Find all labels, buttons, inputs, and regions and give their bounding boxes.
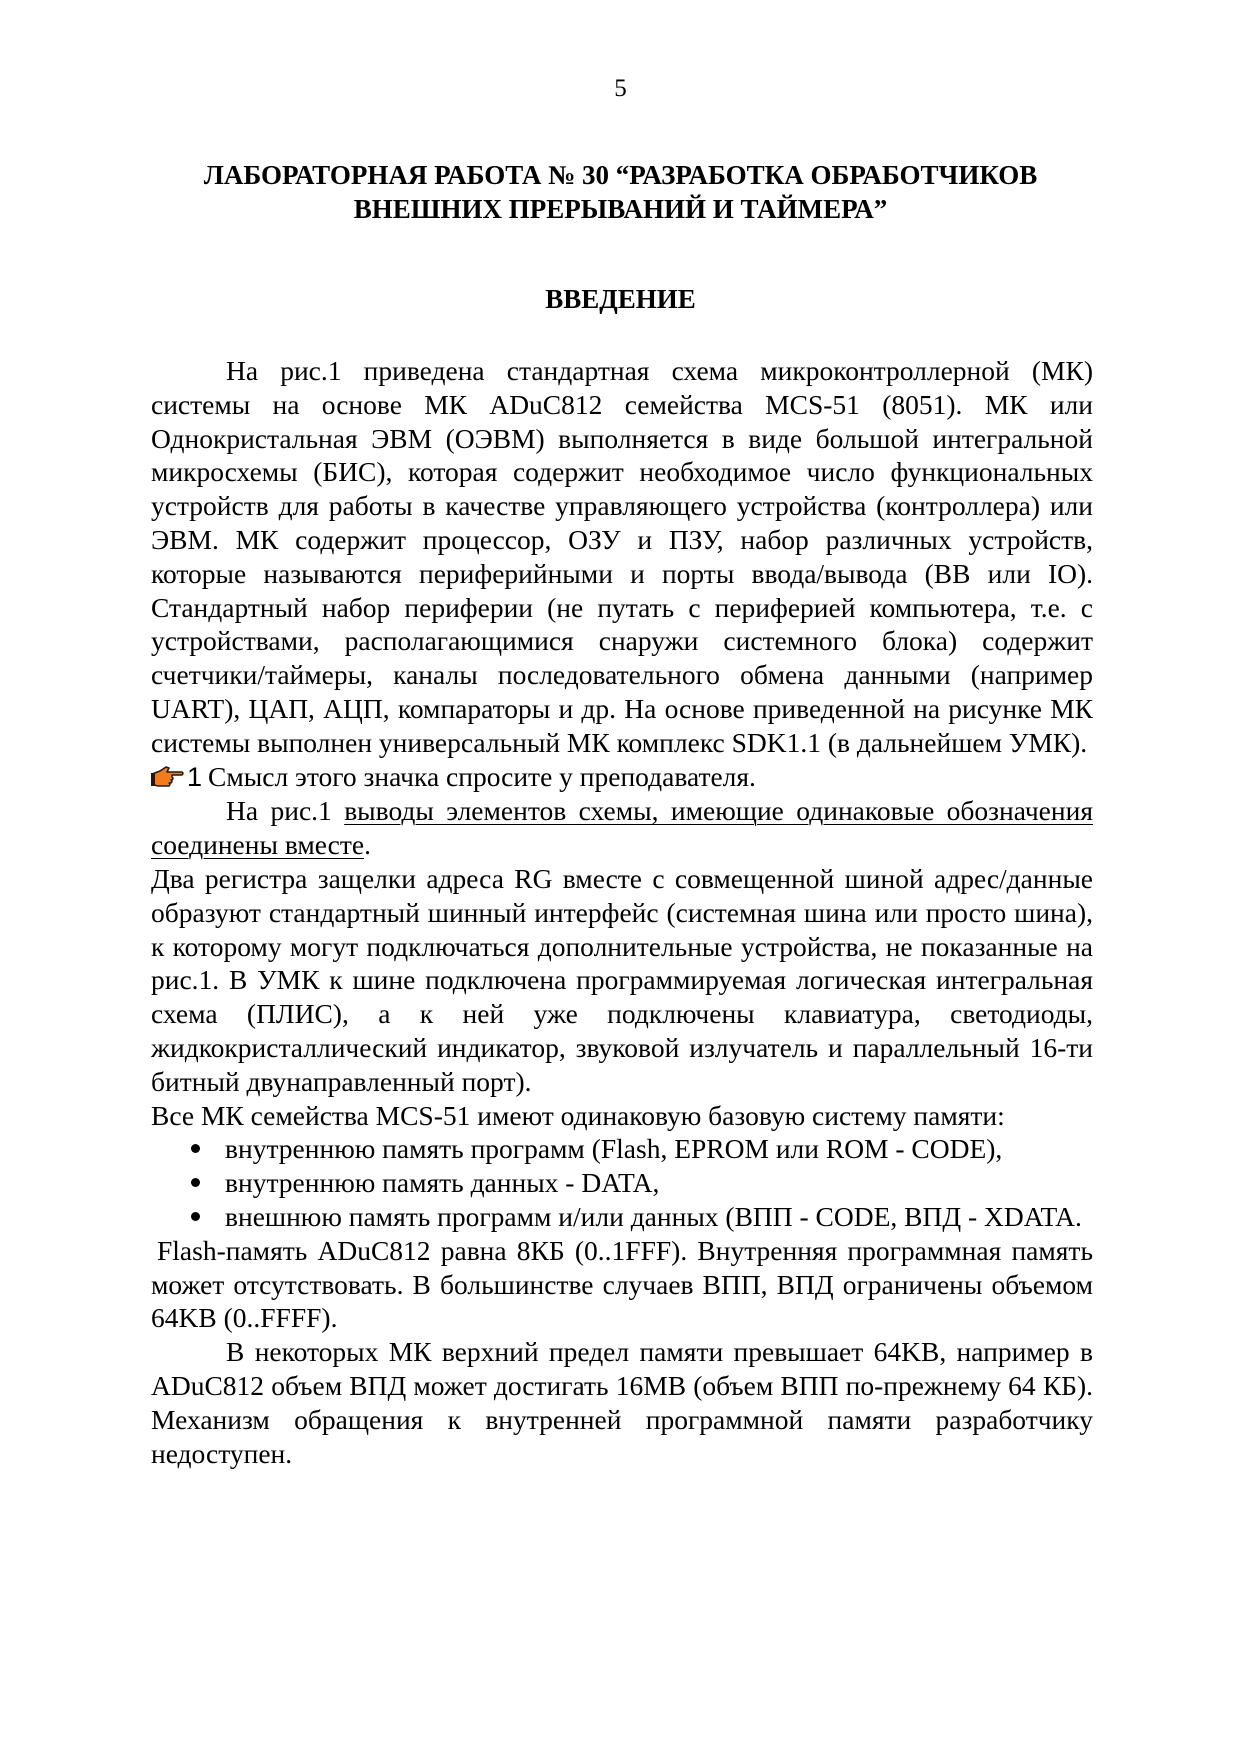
body-text [151, 354, 1093, 1470]
document-title [130, 158, 1111, 226]
document-title-line-1: ЛАБОРАТОРНАЯ РАБОТА № 30 “РАЗРАБОТКА ОБРАБОТЧИКОВ [203, 160, 1038, 190]
paragraph-connections [151, 794, 1093, 862]
paragraph-bus: Два регистра защелки адреса RG вместе с совмещенной шиной адрес/данные образуют стандартный шинный интерфейс (системная шина или просто шина), к которому могут подключаться дополнительные устройства, не показанные на рис.1. В УМК к шине подключена программируемая логическая интегральная схема (ПЛИС), а к ней уже подключены клавиатура, светодиоды, жидкокристаллический индикатор, звуковой излучатель и параллельный 16-ти битный двунаправленный порт). [151, 862, 1093, 1097]
paragraph-intro [151, 354, 1093, 794]
memory-list-item-data: внутреннюю память данных - DATA, [191, 1166, 1093, 1200]
paragraph-connections-suffix: . [364, 829, 371, 861]
memory-list [151, 1132, 1093, 1233]
memory-list-item-external: внешнюю память программ и/или данных (ВПП - CODE, ВПД - XDATA. [191, 1200, 1093, 1234]
memory-list-item-code: внутреннюю память программ (Flash, EPROM или ROM - CODE), [191, 1132, 1093, 1166]
paragraph-connections-underlined: выводы элементов схемы, имеющие одинаковые обозначения соединены вместе [151, 795, 1093, 861]
paragraph-memory-intro: Все МК семейства MCS-51 имеют одинаковую базовую систему памяти: [151, 1099, 1005, 1131]
document-title-line-2: ВНЕШНИХ ПРЕРЫВАНИЙ И ТАЙМЕРА” [353, 194, 888, 224]
pointing-hand-icon [151, 765, 185, 789]
paragraph-connections-prefix: На рис.1 [226, 795, 345, 827]
paragraph-intro-text: На рис.1 приведена стандартная схема микроконтроллерной (МК) системы на основе МК ADuC812 семейства MCS-51 (8051). МК или Однокристальная ЭВМ (ОЭВМ) выполняется в виде большой интегральной микросхемы (БИС), которая содержит необходимое число функциональных устройств для работы в качестве управляющего устройства (контроллера) или ЭВМ. МК содержит процессор, ОЗУ и ПЗУ, набор различных устройств, которые называются периферийными и порты ввода/вывода (ВВ или IO). Стандартный набор периферии (не путать с периферией компьютера, т.е. с устройствами, располагающимися снаружи системного блока) содержит счетчики/таймеры, каналы последовательного обмена данными (например UART), ЦАП, АЦП, компараторы и др. На основе приведенной на рисунке МК системы выполнен универсальный МК комплекс SDK1.1 (в дальнейшем УМК). [151, 355, 1093, 758]
page-number: 5 [614, 75, 627, 102]
section-heading: ВВЕДЕНИЕ [545, 284, 696, 314]
paragraph-limits: В некоторых МК верхний предел памяти превышает 64KB, например в ADuC812 объем ВПД может достигать 16MB (объем ВПП по-прежнему 64 КБ). Механизм обращения к внутренней программной памяти разработчику недоступен. [151, 1336, 1093, 1469]
note-number: 1 [187, 761, 203, 792]
note-text: Смысл этого значка спросите у преподавателя. [208, 760, 756, 792]
paragraph-flash: Flash-память ADuC812 равна 8КБ (0..1FFF). Внутренняя программная память может отсутствовать. В большинстве случаев ВПП, ВПД ограничены объемом 64KB (0..FFFF). [151, 1234, 1093, 1334]
